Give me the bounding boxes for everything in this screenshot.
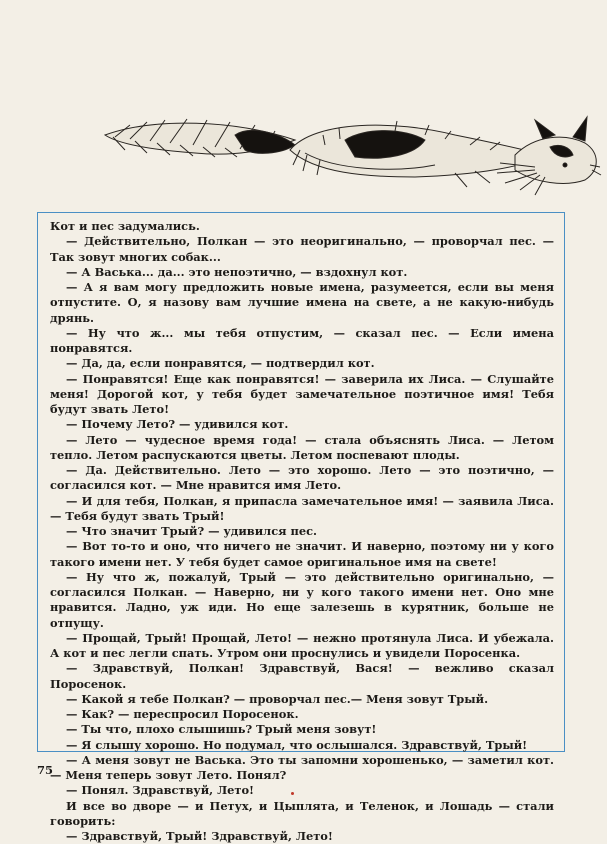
- paragraph: — Лето — чудесное время года! — стала объяснять Лиса. — Летом тепло. Летом распускаются цветы. Летом поспевают плоды.: [50, 432, 554, 462]
- paragraph: — Прощай, Трый! Прощай, Лето! — нежно протянула Лиса. И убежала. А кот и пес легли спать. Утром они проснулись и увидели Поросенка.: [50, 630, 554, 660]
- page-number: 75: [37, 763, 54, 777]
- cat-tail-icon: [105, 119, 295, 157]
- paragraph: — И для тебя, Полкан, я припасла замечательное имя! — заявила Лиса.— Тебя будут звать Трый!: [50, 493, 554, 523]
- paragraph: Кот и пес задумались.: [50, 219, 200, 233]
- paragraph: — Да. Действительно. Лето — это хорошо. Лето — это поэтично, — согласился кот. — Мне нравится имя Лето.: [50, 463, 554, 493]
- print-mark: [291, 792, 294, 795]
- paragraph: — Да, да, если понравятся, — подтвердил кот.: [66, 356, 375, 371]
- paragraph: — Ну что ж, пожалуй, Трый — это действительно оригинально, — согласился Полкан. — Наверно, ни у кого такого имени нет. Оно мне нравится. Ладно, уж иди. Но еще залезешь в курятник, больше не отпущу.: [50, 569, 554, 630]
- paragraph: — Ну что ж... мы тебя отпустим, — сказал пес. — Если имена понравятся.: [50, 325, 554, 355]
- paragraph: — Ты что, плохо слышишь? Трый меня зовут!: [66, 722, 377, 737]
- paragraph: — Здравствуй, Трый! Здравствуй, Лето!: [66, 829, 333, 843]
- paragraph: — А Васька... да... это непоэтично, — вздохнул кот.: [66, 264, 408, 279]
- cat-illustration: [95, 95, 605, 205]
- paragraph: — Здравствуй, Полкан! Здравствуй, Вася! — вежливо сказал Поросенок.: [50, 661, 554, 691]
- cat-body-icon: [290, 121, 545, 187]
- paragraph: — Я слышу хорошо. Но подумал, что ослышался. Здравствуй, Трый!: [66, 737, 528, 752]
- paragraph: — Что значит Трый? — удивился пес.: [66, 524, 318, 538]
- paragraph: — Почему Лето? — удивился кот.: [66, 417, 289, 432]
- paragraph: — Понравятся! Еще как понравятся! — заверила их Лиса. — Слушайте меня! Дорогой кот, у тебя будет замечательное поэтичное имя! Тебя будут звать Лето!: [50, 371, 554, 416]
- paragraph: — Действительно, Полкан — это неоригинально, — проворчал пес. — Так зовут многих собак...: [50, 234, 554, 264]
- paragraph: — Какой я тебе Полкан? — проворчал пес.— Меня зовут Трый.: [66, 691, 489, 706]
- paragraph: — А меня зовут не Васька. Это ты запомни хорошенько, — заметил кот. — Меня теперь зовут Лето. Понял?: [50, 752, 554, 782]
- paragraph: — А я вам могу предложить новые имена, разумеется, если вы меня отпустите. О, я назову вам лучшие имена на свете, а не какую-нибудь дрянь.: [50, 280, 554, 325]
- paragraph: — Как? — переспросил Поросенок.: [66, 707, 299, 721]
- paragraph: — Понял. Здравствуй, Лето!: [66, 783, 255, 798]
- paragraph: И все во дворе — и Петух, и Цыплята, и Теленок, и Лошадь — стали говорить:: [50, 798, 554, 828]
- paragraph: — Вот то-то и оно, что ничего не значит. И наверно, поэтому ни у кого такого имени нет. У тебя будет самое оригинальное имя на свете!: [50, 539, 554, 569]
